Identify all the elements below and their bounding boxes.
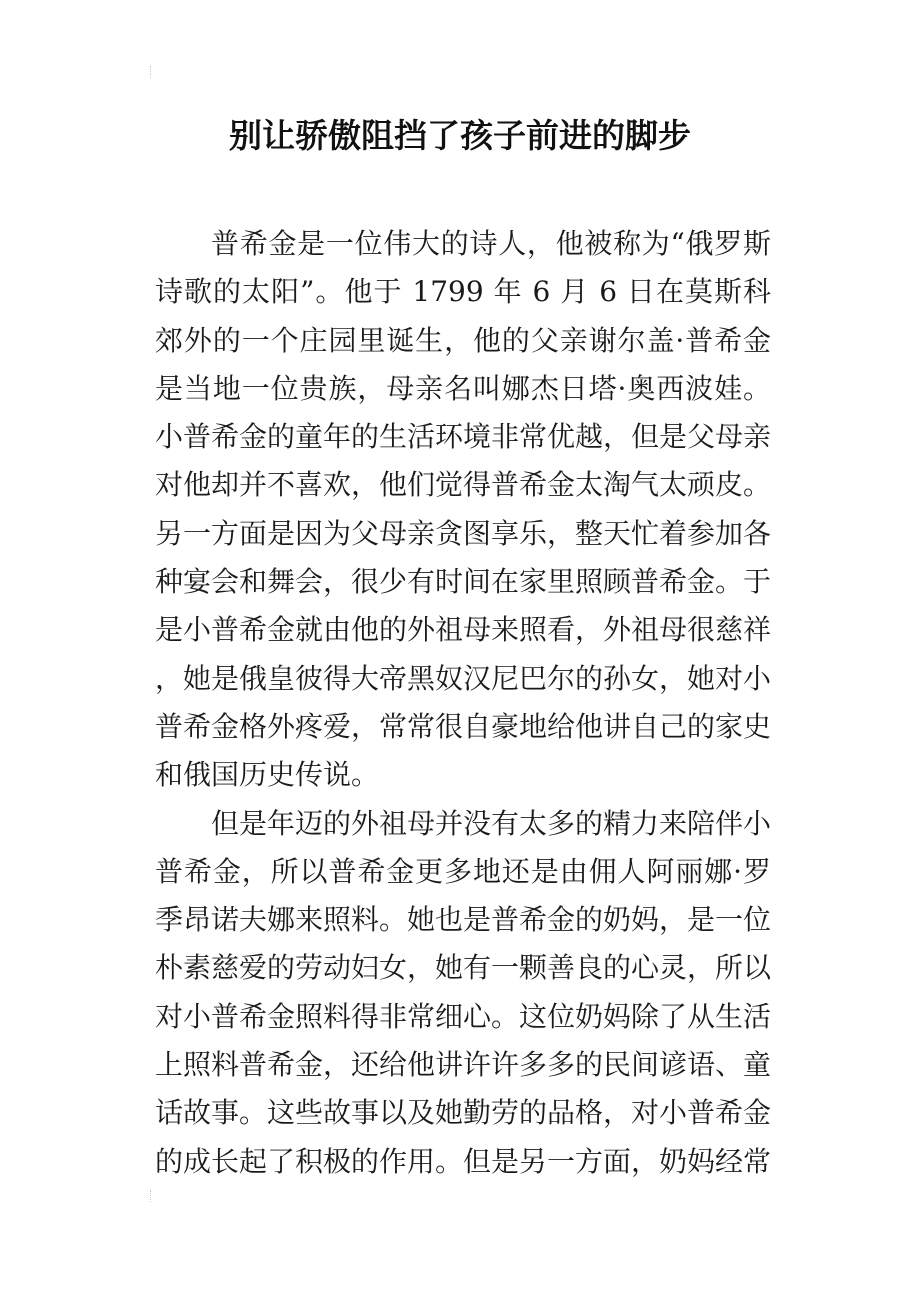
document-body [155,220,771,1186]
corner-mark-top [150,66,157,78]
document-title: 别让骄傲阻挡了孩子前进的脚步 [229,116,691,155]
corner-mark-bottom [150,1190,157,1202]
paragraph-1: 普希金是一位伟大的诗人，他被称为“俄罗斯诗歌的太阳”。他于 1799 年 6 月 6 日在莫斯科郊外的一个庄园里诞生，他的父亲谢尔盖·普希金是当地一位贵族，母亲名叫娜杰日塔·奥西波娃。小普希金的童年的生活环境非常优越，但是父母亲对他却并不喜欢，他们觉得普希金太淘气太顽皮。另一方面是因为父母亲贪图享乐，整天忙着参加各种宴会和舞会，很少有时间在家里照顾普希金。于是小普希金就由他的外祖母来照看，外祖母很慈祥，她是俄皇彼得大帝黑奴汉尼巴尔的孙女，她对小普希金格外疼爱，常常很自豪地给他讲自己的家史和俄国历史传说。 [155,227,772,792]
paragraph-2: 但是年迈的外祖母并没有太多的精力来陪伴小普希金，所以普希金更多地还是由佣人阿丽娜·罗季昂诺夫娜来照料。她也是普希金的奶妈，是一位朴素慈爱的劳动妇女，她有一颗善良的心灵，所以对小普希金照料得非常细心。这位奶妈除了从生活上照料普希金，还给他讲许许多多的民间谚语、童话故事。这些故事以及她勤劳的品格，对小普希金的成长起了积极的作用。但是另一方面，奶妈经常 [155,806,772,1178]
